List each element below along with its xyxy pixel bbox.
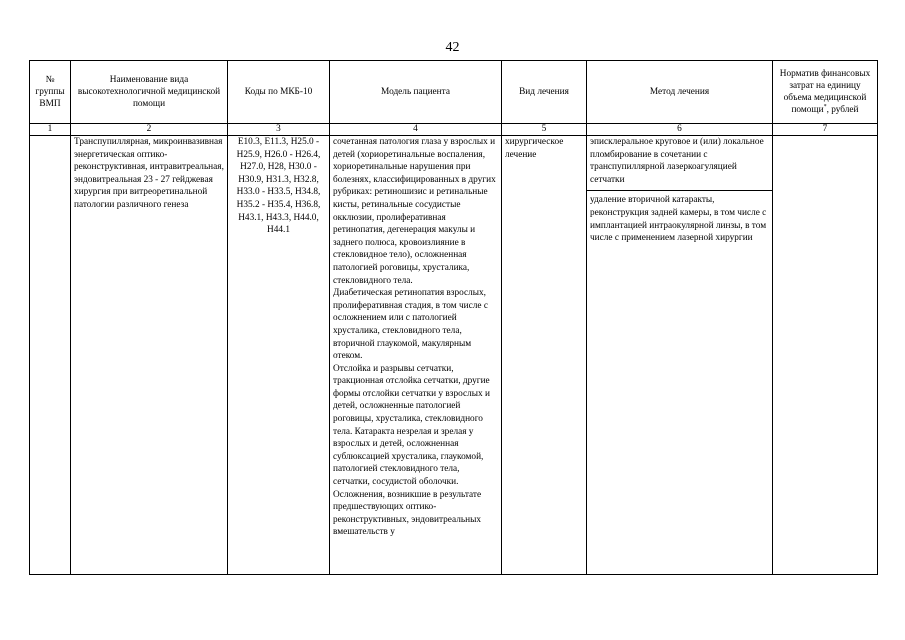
vmp-table xyxy=(29,60,878,575)
cell-model xyxy=(330,136,502,575)
cell-norm xyxy=(773,136,878,575)
header-row xyxy=(30,61,878,124)
model-paragraph: Отслойка и разрывы сетчатки, тракционная отслойка сетчатки, другие формы отслойки сетчатки у взрослых и детей, осложненные патологией роговицы, хрусталика, стекловидного тела. Катаракта незрелая и зрелая у взрослых и детей, осложненная сублюксацией хрусталика, глаукомой, патологией стекловидного тела, сетчатки, сосудистой оболочки. xyxy=(333,363,490,488)
cell-group xyxy=(30,136,71,575)
column-number: 1 xyxy=(30,124,71,136)
column-number: 7 xyxy=(773,124,878,136)
column-number: 4 xyxy=(330,124,502,136)
header-norm-text: Норматив финансовых затрат на единицу объема медицинской помощи xyxy=(779,69,871,115)
column-number: 2 xyxy=(71,124,228,136)
header-group: № группы ВМП xyxy=(30,61,71,124)
model-paragraph: Осложнения, возникшие в результате предшествующих оптико-реконструктивных, эндовитреальных вмешательств у xyxy=(333,489,482,538)
cell-treatment-type: хирургическое лечение xyxy=(502,136,587,575)
header-name: Наименование вида высокотехнологичной медицинской помощи xyxy=(71,61,228,124)
table-row xyxy=(30,136,878,575)
header-model: Модель пациента xyxy=(330,61,502,124)
header-method: Метод лечения xyxy=(587,61,773,124)
page-number: 42 xyxy=(445,40,460,55)
cell-method xyxy=(587,136,773,575)
header-norm-suffix: , рублей xyxy=(826,105,859,115)
column-numbers-row xyxy=(30,124,878,136)
column-number: 5 xyxy=(502,124,587,136)
cell-name: Транспупиллярная, микроинвазивная энергетическая оптико-реконструктивная, интравитреальная, эндовитреальная 23 - 27 гейджевая хирургия при витреоретинальной патологии различного генеза xyxy=(71,136,228,575)
header-norm-footnote: * xyxy=(823,103,827,110)
header-treatment-type: Вид лечения xyxy=(502,61,587,124)
method-divider xyxy=(587,190,772,191)
column-number: 3 xyxy=(228,124,330,136)
column-number: 6 xyxy=(587,124,773,136)
method-item: эписклеральное круговое и (или) локальное пломбирование в сочетании с транспупиллярной лазеркоагуляцией сетчатки xyxy=(590,137,764,185)
cell-codes: E10.3, E11.3, H25.0 - H25.9, H26.0 - H26.4, H27.0, H28, H30.0 - H30.9, H31.3, H32.8, H33.0 - H33.5, H34.8, H35.2 - H35.4, H36.8, H43.1, H43.3, H44.0, H44.1 xyxy=(228,136,330,575)
model-paragraph: сочетанная патология глаза у взрослых и детей (хориоретинальные воспаления, хориоретинальные нарушения при болезнях, классифицированных в других рубриках: ретиношизис и ретинальные кисты, ретинальные сосудистые окклюзии, пролиферативная ретинопатия, дегенерация макулы и заднего полюса, кровоизлияние в стекловидное тело), осложненная патологией роговицы, хрусталика, стекловидного тела. xyxy=(333,137,496,286)
header-norm xyxy=(773,61,878,124)
header-codes: Коды по МКБ-10 xyxy=(228,61,330,124)
method-item: удаление вторичной катаракты, реконструкция задней камеры, в том числе с имплантацией интраокулярной линзы, в том числе с применением лазерной хирургии xyxy=(590,195,767,244)
model-paragraph: Диабетическая ретинопатия взрослых, пролиферативная стадия, в том числе с осложнением или с патологией хрусталика, стекловидного тела, вторичной глаукомой, макулярным отеком. xyxy=(333,288,488,362)
